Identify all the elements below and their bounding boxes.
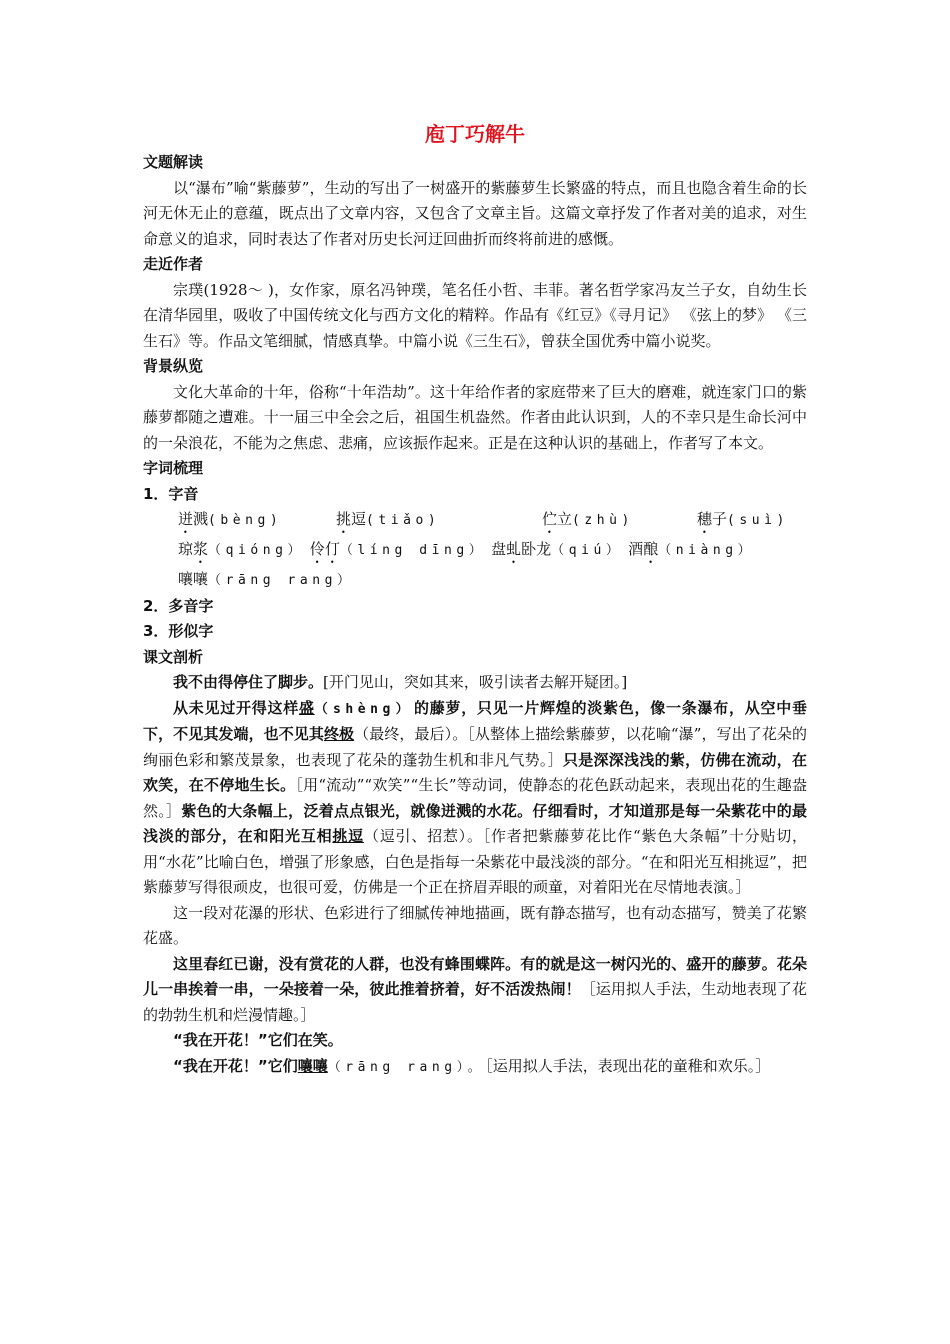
word-item: 穗子(suì) <box>697 510 789 528</box>
subheading-polyphones: 2．多音字 <box>143 596 214 615</box>
word-item: 伫立(zhù) <box>542 510 634 528</box>
analysis-paragraph-3: 这一段对花瀑的形状、色彩进行了细腻传神地描画，既有静态描写，也有动态描写，赞美了花繁花盛。 <box>143 903 807 947</box>
pronunciation-row <box>143 537 807 567</box>
heading-text-analysis: 课文剖析 <box>143 647 204 666</box>
word-item: 酒酿（niàng） <box>628 540 756 558</box>
analysis-paragraph-5: “我在开花！”它们在笑。 <box>173 1031 343 1049</box>
paragraph-background: 文化大革命的十年，俗称“十年浩劫”。这十年给作者的家庭带来了巨大的磨难，就连家门口的紫藤萝都随之遭难。十一届三中全会之后，祖国生机盎然。作者由此认识到，人的不幸只是生命长河中的一朵浪花，不能为之焦虑、悲痛，应该振作起来。正是在这种认识的基础上，作者写了本文。 <box>143 382 807 452</box>
subheading-similar-characters: 3．形似字 <box>143 622 214 640</box>
analysis-paragraph-6: “我在开花！”它们嚷嚷（rāng rang）。［运用拟人手法，表现出花的童稚和欢乐。］ <box>173 1056 771 1075</box>
word-item: 嚷嚷（rāng rang） <box>178 570 355 588</box>
paragraph-author: 宗璞(1928～ )，女作家，原名冯钟璞，笔名任小哲、丰菲。著名哲学家冯友兰子女，自幼生长在清华园里，吸收了中国传统文化与西方文化的精粹。作品有《红豆》《寻月记》 《弦上的梦》 《三生石》等。作品文笔细腻，情感真挚。中篇小说《三生石》，曾获全国优秀中篇小说奖。 <box>143 280 807 350</box>
analysis-paragraph-2: 从未见过开得这样盛（shèng）的藤萝，只见一片辉煌的淡紫色，像一条瀑布，从空中垂下，不见其发端，也不见其终极（最终，最后）。［从整体上描绘紫藤萝，以花喻“瀑”，写出了花朵的绚丽色彩和繁茂景象，也表现了花朵的蓬勃生机和非凡气势。］只是深深浅浅的紫，仿佛在流动，在欢笑，在不停地生长。［用“流动”“欢笑”“生长”等动词，使静态的花色跃动起来，表现出花的生趣盎然。］紫色的大条幅上，泛着点点银光，就像迸溅的水花。仔细看时，才知道那是每一朵紫花中的最浅淡的部分，在和阳光互相挑逗（逗引、招惹）。［作者把紫藤萝花比作“紫色大条幅”十分贴切，用“水花”比喻白色，增强了形象感，白色是指每一朵紫花中最浅淡的部分。“在和阳光互相挑逗”，把紫藤萝写得很顽皮，也很可爱，仿佛是一个正在挤眉弄眼的顽童，对着阳光在尽情地表演。］ <box>143 698 807 896</box>
analysis-paragraph-4: 这里春红已谢，没有赏花的人群，也没有蜂围蝶阵。有的就是这一树闪光的、盛开的藤萝。花朵儿一串挨着一串，一朵接着一朵，彼此推着挤着，好不活泼热闹！［运用拟人手法，生动地表现了花的勃勃生机和烂漫情趣。］ <box>143 954 807 1024</box>
pronunciation-row <box>143 507 807 537</box>
paragraph-title-reading: 以“瀑布”喻“紫藤萝”，生动的写出了一树盛开的紫藤萝生长繁盛的特点，而且也隐含着生命的长河无休无止的意蕴，既点出了文章内容，又包含了文章主旨。这篇文章抒发了作者对美的追求，对生命意义的追求，同时表达了作者对历史长河迂回曲折而终将前进的感慨。 <box>143 178 807 248</box>
word-item: 伶仃（líng dīng） <box>309 540 487 558</box>
pronunciation-row <box>143 567 807 594</box>
word-item: 琼浆（qióng） <box>178 540 306 558</box>
analysis-paragraph-1: 我不由得停住了脚步。[开门见山，突如其来，吸引读者去解开疑团。] <box>173 673 628 691</box>
word-item: 盘虬卧龙（qiú） <box>491 540 624 558</box>
heading-author: 走近作者 <box>143 255 204 273</box>
word-item: 挑逗(tiǎo) <box>336 510 441 528</box>
heading-title-reading: 文题解读 <box>143 153 204 171</box>
document-page <box>143 120 807 1080</box>
subheading-pronunciation: 1．字音 <box>143 484 199 503</box>
document-title: 庖丁巧解牛 <box>425 122 525 146</box>
heading-vocabulary: 字词梳理 <box>143 459 204 477</box>
heading-background: 背景纵览 <box>143 357 204 375</box>
word-item: 迸溅(bèng) <box>178 510 283 528</box>
